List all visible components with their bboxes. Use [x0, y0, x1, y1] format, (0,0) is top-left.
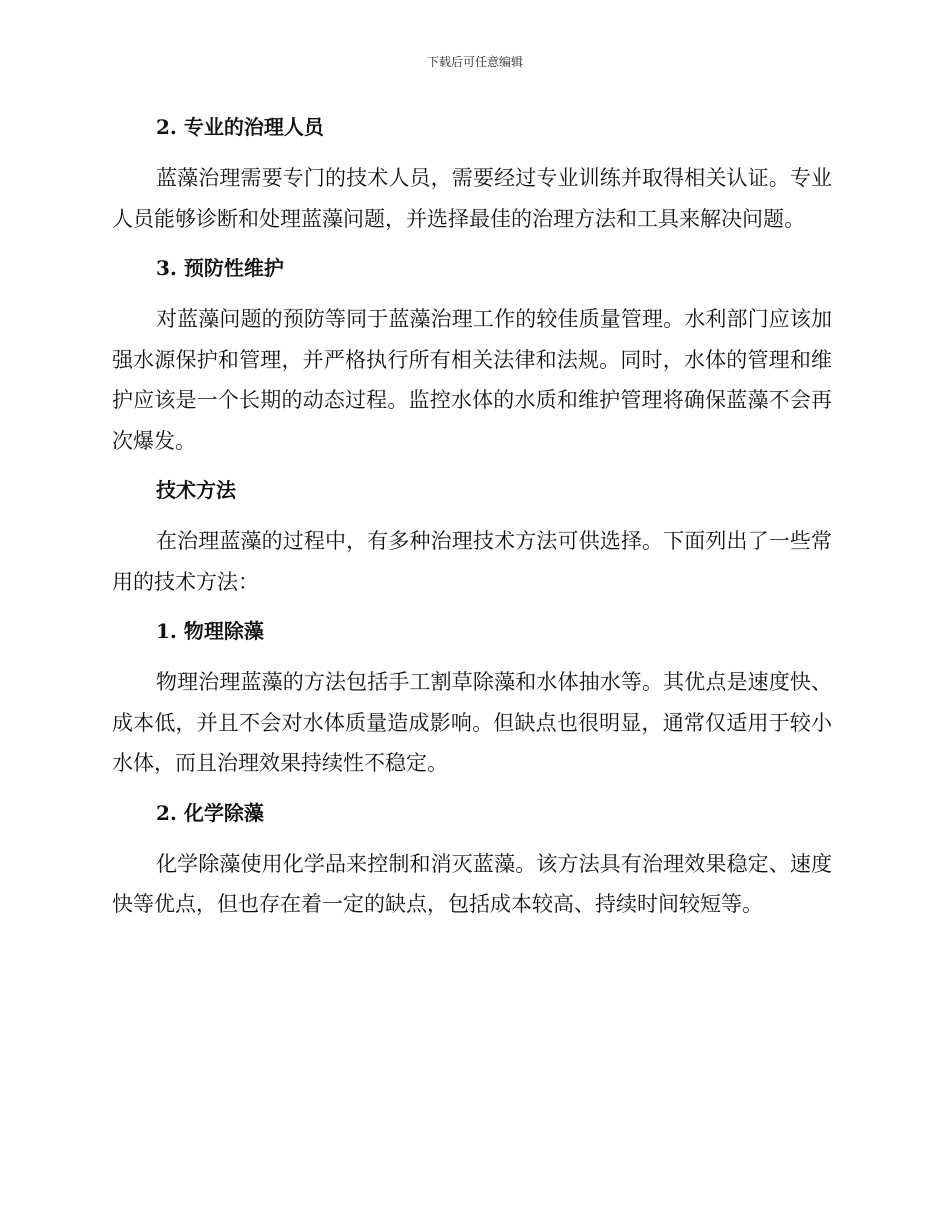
- page-header: 下载后可任意编辑: [426, 55, 523, 69]
- section-heading-professional-staff: 2. 专业的治理人员: [156, 115, 324, 139]
- paragraph-physical-removal: 物理治理蓝藻的方法包括手工割草除藻和水体抽水等。其优点是速度快、成本低，并且不会对水体质量造成影响。但缺点也很明显，通常仅适用于较小水体，而且治理效果持续性不稳定。: [112, 670, 832, 775]
- section-heading-technical-methods: 技术方法: [156, 478, 236, 502]
- paragraph-preventive-maintenance: 对蓝藻问题的预防等同于蓝藻治理工作的较佳质量管理。水利部门应该加强水源保护和管理，并严格执行所有相关法律和法规。同时，水体的管理和维护应该是一个长期的动态过程。监控水体的水质和维护管理将确保蓝藻不会再次爆发。: [112, 307, 832, 453]
- section-heading-chemical-removal: 2. 化学除藻: [156, 800, 264, 825]
- document-body: [112, 112, 832, 939]
- section-heading-physical-removal: 1. 物理除藻: [156, 619, 264, 643]
- section-heading-preventive-maintenance: 3. 预防性维护: [156, 256, 284, 280]
- paragraph-chemical-removal: 化学除藻使用化学品来控制和消灭蓝藻。该方法具有治理效果稳定、速度快等优点，但也存在着一定的缺点，包括成本较高、持续时间较短等。: [112, 851, 832, 916]
- paragraph-professional-staff: 蓝藻治理需要专门的技术人员，需要经过专业训练并取得相关认证。专业人员能够诊断和处理蓝藻问题，并选择最佳的治理方法和工具来解决问题。: [112, 166, 832, 231]
- paragraph-technical-methods: 在治理蓝藻的过程中，有多种治理技术方法可供选择。下面列出了一些常用的技术方法：: [112, 529, 832, 594]
